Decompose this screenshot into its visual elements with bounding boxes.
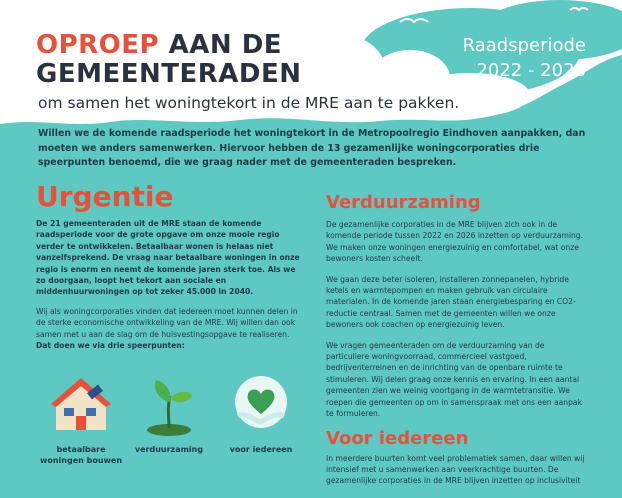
house-icon bbox=[46, 372, 116, 436]
urgentie-paragraph-3: Dat doen we via drie speerpunten: bbox=[36, 341, 185, 351]
speerpunt-iedereen-label: voor iedereen bbox=[229, 445, 293, 454]
speerpunt-verduurzaming-label: verduurzaming bbox=[134, 445, 204, 454]
heading-verduurzaming: Verduurzaming bbox=[326, 192, 481, 213]
heading-voor-iedereen: Voor iedereen bbox=[326, 427, 469, 449]
urgentie-paragraph-1: De 21 gemeenteraden uit de MRE staan de komende raadsperiode voor de grote opgave om onze mooie regio verder te ontwikkelen. Betaalbaar wonen is helaas niet vanzelfsprekend. De vraag naar betaalbare woningen in onze regio is enorm en neemt de komende jaren sterk toe. Als we zo doorgaan, loopt het tekort aan sociale en middenhuurwoningen op tot zeker 45.000 in 2040. bbox=[36, 219, 300, 297]
speerpunt-verduurzaming bbox=[124, 372, 214, 455]
speerpunt-iedereen bbox=[216, 372, 306, 455]
voor-iedereen-paragraph: In meerdere buurten komt veel problematiek samen, daar willen wij intensief met u samenwerken aan veerkrachtige buurten. De gezamenlijke corporaties in de MRE blijven inzetten op inclusiviteit bbox=[326, 453, 585, 486]
right-column bbox=[326, 192, 588, 487]
verduurzaming-paragraph-3: We vragen gemeenteraden om de verduurzaming van de particuliere woningvoorraad, commercieel vastgoed, bedrijventerreinen en de inrichting van de openbare ruimte te stimuleren. Wij delen graag onze kennis en ervaring. In een aantal gemeenten zien we weinig voortgang in de warmtetransitie. We roepen die gemeenten op om in samenspraak met ons een aanpak te formuleren. bbox=[326, 340, 582, 419]
title-accent: OPROEP bbox=[36, 30, 160, 60]
title-rest: AAN DE bbox=[159, 30, 283, 60]
speerpunt-woningen-label: betaalbare woningen bouwen bbox=[39, 445, 123, 465]
left-column bbox=[36, 182, 300, 351]
period-block bbox=[463, 33, 586, 83]
verduurzaming-paragraph-1: De gezamenlijke corporaties in de MRE blijven zich ook in de komende periode tussen 2022 en 2026 inzetten op verduurzaming. We maken onze woningen energiezuinig en comfortabel, wat onze bewoners kosten scheelt. bbox=[326, 220, 584, 264]
period-years: 2022 - 2026 bbox=[476, 60, 586, 81]
intro-paragraph: Willen we de komende raadsperiode het woningtekort in de Metropoolregio Eindhoven aanpakken, dan moeten we anders samenwerken. Hiervoor hebben de 13 gezamenlijke woningcorporaties drie speerpunten benoemd, die we graag nader met de gemeenteraden bespreken. bbox=[38, 128, 586, 168]
speerpunten-icons bbox=[36, 372, 306, 492]
heading-urgentie: Urgentie bbox=[36, 180, 174, 213]
urgentie-paragraph-2: Wij als woningcorporaties vinden dat iedereen moet kunnen delen in de sterke economische ontwikkeling van de MRE. Wij willen dan ook samen met u aan de slag om de huisvestingsopgave te realiseren. bbox=[36, 306, 298, 339]
page-subtitle: om samen het woningtekort in de MRE aan te pakken. bbox=[38, 94, 460, 112]
plant-icon bbox=[134, 372, 204, 436]
heart-hands-icon bbox=[226, 372, 296, 436]
title-line2: GEMEENTERADEN bbox=[36, 59, 302, 89]
verduurzaming-paragraph-2: We gaan deze beter isoleren, installeren zonnepanelen, hybride ketels en warmtepompen en maken gebruik van circulaire materialen. In de komende jaren staan energiebesparing en CO2-reductie centraal. Samen met de gemeenten willen we onze bewoners ook coachen op energiezuinig leven. bbox=[326, 274, 576, 330]
speerpunt-woningen bbox=[36, 372, 126, 466]
period-label: Raadsperiode bbox=[462, 35, 586, 56]
page-title bbox=[36, 31, 302, 89]
